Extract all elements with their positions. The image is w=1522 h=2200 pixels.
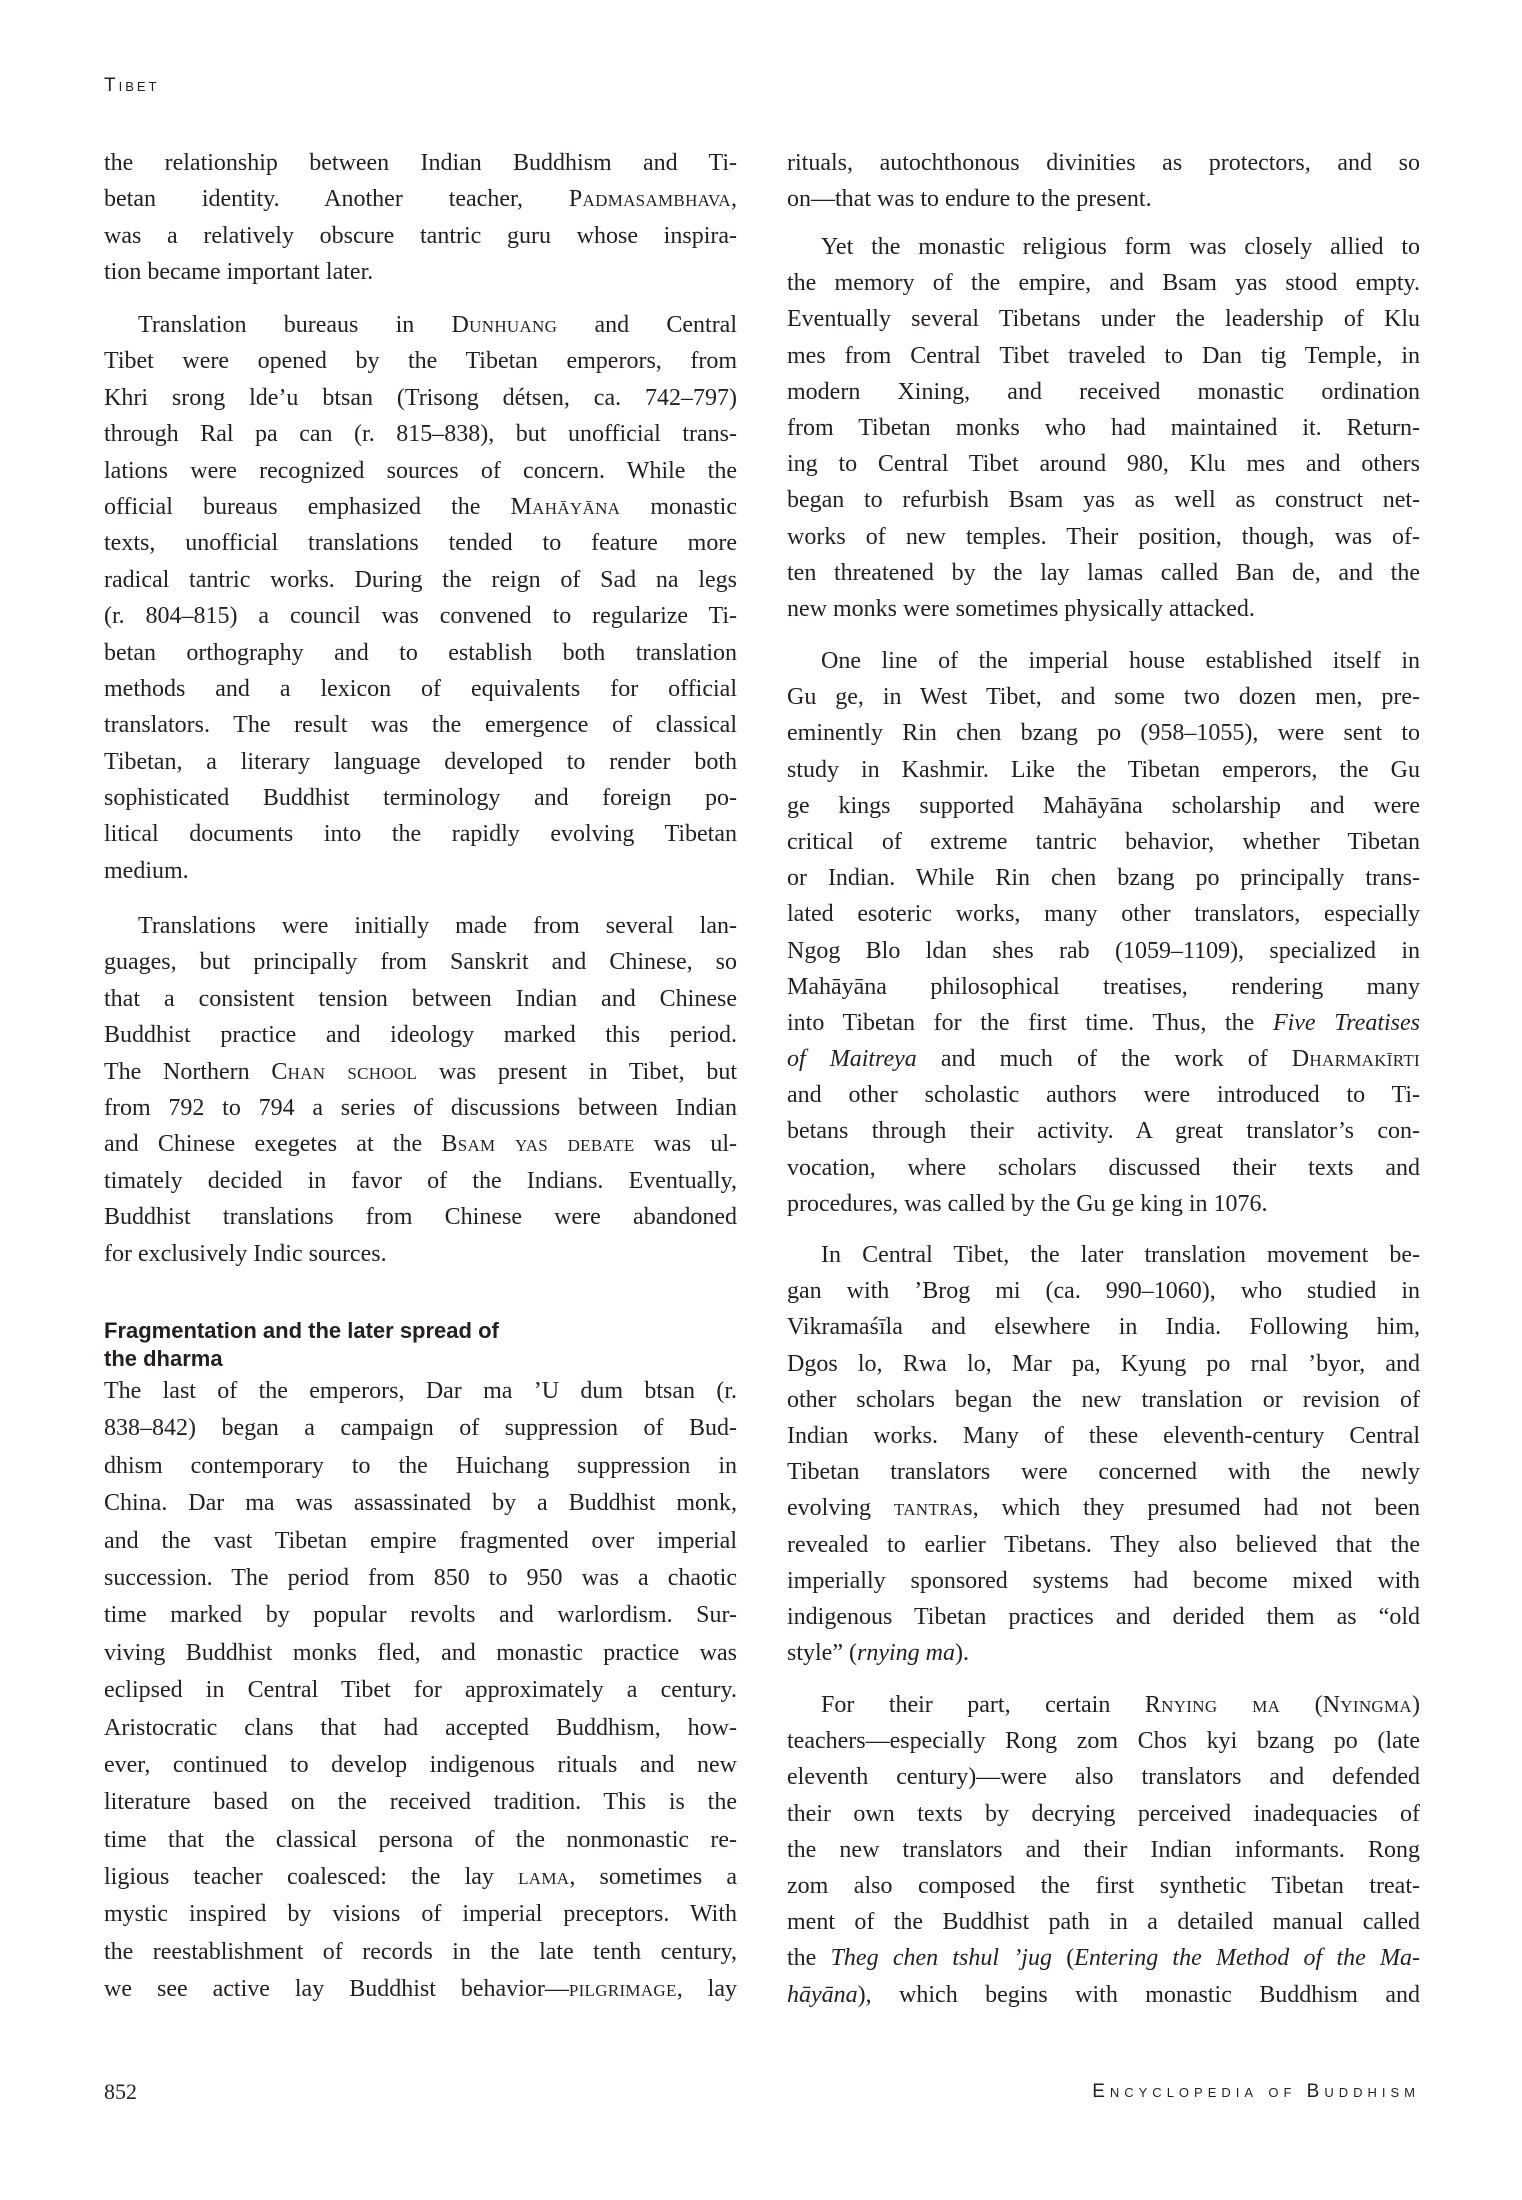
text-line: into Tibetan for the first time. Thus, the Five Treatises — [787, 1009, 1420, 1036]
text-line: Mahāyāna philosophical treatises, rendering many — [787, 973, 1420, 1000]
italic-title: hāyāna — [787, 1981, 858, 2008]
text-line: ing to Central Tibet around 980, Klu mes and others — [787, 451, 1420, 478]
text-line: hāyāna), which begins with monastic Buddhism and — [787, 1981, 1420, 2008]
paragraph — [787, 229, 1420, 627]
paragraph — [787, 1237, 1420, 1671]
text-line: literature based on the received tradition. This is the — [104, 1789, 737, 1816]
text-line: evolving tantras, which they presumed had not been — [787, 1495, 1420, 1522]
text-line: Gu ge, in West Tibet, and some two dozen men, pre- — [787, 684, 1420, 711]
text-line: the memory of the empire, and Bsam yas stood empty. — [787, 270, 1420, 297]
text-line: Tibet were opened by the Tibetan emperors, from — [104, 348, 737, 375]
text-line: began to refurbish Bsam yas as well as construct net- — [787, 487, 1420, 514]
text-line: lations were recognized sources of concern. While the — [104, 457, 737, 484]
text-line: mes from Central Tibet traveled to Dan tig Temple, in — [787, 342, 1420, 369]
text-line: modern Xining, and received monastic ordination — [787, 378, 1420, 405]
paragraph — [787, 643, 1420, 1222]
text-line: other scholars began the new translation or revision of — [787, 1386, 1420, 1413]
small-caps-term: Mahāyāna — [510, 493, 621, 520]
text-line: Tibetan translators were concerned with the newly — [787, 1459, 1420, 1486]
text-line: betan orthography and to establish both translation — [104, 639, 737, 666]
text-line: ligious teacher coalesced: the lay lama, sometimes a — [104, 1864, 737, 1891]
text-line: from 792 to 794 a series of discussions between Indian — [104, 1094, 737, 1121]
text-line: their own texts by decrying perceived inadequacies of — [787, 1800, 1420, 1827]
text-line: ten threatened by the lay lamas called Ban de, and the — [787, 559, 1420, 586]
text-line: revealed to earlier Tibetans. They also believed that the — [787, 1531, 1420, 1558]
text-line: indigenous Tibetan practices and derided them as “old — [787, 1603, 1420, 1630]
section-heading — [104, 1317, 737, 1373]
section-heading-line: Fragmentation and the later spread of — [104, 1318, 499, 1343]
text-line: critical of extreme tantric behavior, whether Tibetan — [787, 828, 1420, 855]
text-line: medium. — [104, 857, 189, 884]
paragraph — [787, 145, 1420, 217]
small-caps-term: pilgrimage — [568, 1976, 677, 2003]
text-line: time marked by popular revolts and warlordism. Sur- — [104, 1602, 737, 1629]
text-line: Eventually several Tibetans under the leadership of Klu — [787, 306, 1420, 333]
italic-title: Five Treatises — [1272, 1009, 1420, 1036]
text-line: Dgos lo, Rwa lo, Mar pa, Kyung po rnal ’byor, and — [787, 1350, 1420, 1377]
paragraph — [104, 908, 737, 1272]
text-line: new monks were sometimes physically attacked. — [787, 595, 1255, 622]
text-line: and other scholastic authors were introduced to Ti- — [787, 1082, 1420, 1109]
text-line: China. Dar ma was assassinated by a Buddhist monk, — [104, 1490, 737, 1517]
text-line: viving Buddhist monks fled, and monastic practice was — [104, 1639, 737, 1666]
text-line: One line of the imperial house established itself in — [821, 648, 1420, 674]
text-line: Vikramaśīla and elsewhere in India. Following him, — [787, 1314, 1420, 1341]
paragraph — [104, 1373, 737, 2009]
text-line: of Maitreya and much of the work of Dharmakīrti — [787, 1046, 1421, 1073]
text-line: Buddhist translations from Chinese were abandoned — [104, 1204, 737, 1231]
text-line: vocation, where scholars discussed their texts and — [787, 1154, 1420, 1181]
italic-title: Entering the Method of the Ma- — [1074, 1945, 1421, 1972]
text-line: litical documents into the rapidly evolving Tibetan — [104, 821, 737, 848]
text-line: Yet the monastic religious form was closely allied to — [821, 234, 1420, 260]
text-line: 838–842) began a campaign of suppression of Bud- — [104, 1415, 737, 1442]
italic-title: of Maitreya — [787, 1046, 917, 1073]
paragraph — [104, 307, 737, 889]
small-caps-term: Chan school — [271, 1058, 418, 1085]
running-head: Tibet — [104, 75, 160, 96]
text-line: tion became important later. — [104, 259, 374, 286]
small-caps-term: lama — [518, 1864, 570, 1891]
text-line: methods and a lexicon of equivalents for official — [104, 675, 737, 702]
text-line: (r. 804–815) a council was convened to regularize Ti- — [104, 603, 737, 630]
text-line: Indian works. Many of these eleventh-century Central — [787, 1422, 1420, 1449]
text-line: texts, unofficial translations tended to feature more — [104, 530, 737, 557]
text-line: the reestablishment of records in the late tenth century, — [104, 1938, 737, 1965]
text-line: translators. The result was the emergence of classical — [104, 712, 737, 739]
text-line: Tibetan, a literary language developed to render both — [104, 748, 737, 775]
text-line: timately decided in favor of the Indians. Eventually, — [104, 1167, 737, 1194]
italic-title: rnying ma — [856, 1640, 955, 1667]
text-line: on—that was to endure to the present. — [787, 186, 1152, 213]
text-line: In Central Tibet, the later translation movement be- — [821, 1242, 1420, 1268]
text-line: gan with ’Brog mi (ca. 990–1060), who studied in — [787, 1278, 1420, 1305]
text-line: guages, but principally from Sanskrit and Chinese, so — [104, 949, 737, 976]
paragraph — [104, 145, 737, 291]
text-line: that a consistent tension between Indian and Chinese — [104, 985, 737, 1012]
text-line: style” (rnying ma). — [787, 1640, 969, 1667]
text-line: ment of the Buddhist path in a detailed manual called — [787, 1909, 1420, 1936]
text-line: Translations were initially made from several lan- — [138, 913, 737, 939]
text-line: time that the classical persona of the nonmonastic re- — [104, 1826, 737, 1853]
text-line: from Tibetan monks who had maintained it. Return- — [787, 414, 1420, 441]
text-line: imperially sponsored systems had become mixed with — [787, 1567, 1420, 1594]
text-line: ever, continued to develop indigenous rituals and new — [104, 1751, 737, 1778]
left-column — [104, 0, 737, 2200]
text-line: for exclusively Indic sources. — [104, 1240, 387, 1267]
text-line: rituals, autochthonous divinities as protectors, and so — [787, 150, 1420, 176]
text-line: succession. The period from 850 to 950 was a chaotic — [104, 1564, 737, 1591]
text-line: Khri srong lde’u btsan (Trisong détsen, ca. 742–797) — [104, 384, 737, 411]
text-line: mystic inspired by visions of imperial preceptors. With — [104, 1901, 737, 1928]
text-line: ge kings supported Mahāyāna scholarship and were — [787, 792, 1420, 819]
text-line: and the vast Tibetan empire fragmented over imperial — [104, 1527, 737, 1554]
text-line: or Indian. While Rin chen bzang po principally trans- — [787, 865, 1420, 892]
small-caps-term: Rnying ma — [1144, 1692, 1281, 1718]
text-line: dhism contemporary to the Huichang suppression in — [104, 1452, 737, 1479]
right-column — [787, 0, 1420, 2200]
small-caps-term: Dharmakīrti — [1291, 1046, 1421, 1073]
text-line: official bureaus emphasized the Mahāyāna monastic — [104, 493, 737, 520]
text-line: Ngog Blo ldan shes rab (1059–1109), specialized in — [787, 937, 1420, 964]
text-line: the relationship between Indian Buddhism and Ti- — [104, 150, 737, 176]
small-caps-term: Dunhuang — [451, 312, 558, 338]
text-line: the new translators and their Indian informants. Rong — [787, 1836, 1420, 1863]
book-title: Encyclopedia of Buddhism — [1092, 2081, 1420, 2102]
small-caps-term: tantra — [893, 1495, 964, 1522]
text-line: The last of the emperors, Dar ma ’U dum btsan (r. — [104, 1378, 737, 1404]
paragraph — [787, 1687, 1420, 2013]
text-line: The Northern Chan school was present in Tibet, but — [104, 1058, 737, 1085]
text-line: Aristocratic clans that had accepted Buddhism, how- — [104, 1714, 737, 1741]
small-caps-term: Padmasambhava — [568, 186, 731, 213]
text-line: teachers—especially Rong zom Chos kyi bzang po (late — [787, 1728, 1420, 1755]
text-line: eleventh century)—were also translators and defended — [787, 1764, 1420, 1791]
text-line: eclipsed in Central Tibet for approximately a century. — [104, 1677, 737, 1704]
small-caps-term: Nyingma — [1322, 1692, 1413, 1718]
text-line: betans through their activity. A great translator’s con- — [787, 1118, 1420, 1145]
text-line: zom also composed the first synthetic Tibetan treat- — [787, 1872, 1420, 1899]
page-number: 852 — [104, 2079, 137, 2104]
text-line: and Chinese exegetes at the Bsam yas debate was ul- — [104, 1131, 738, 1158]
text-line: Buddhist practice and ideology marked this period. — [104, 1022, 737, 1049]
text-line: through Ral pa can (r. 815–838), but unofficial trans- — [104, 421, 737, 448]
text-line: we see active lay Buddhist behavior—pilgrimage, lay — [104, 1976, 737, 2003]
text-line: radical tantric works. During the reign of Sad na legs — [104, 566, 737, 593]
small-caps-term: Bsam yas debate — [441, 1131, 635, 1158]
text-line: betan identity. Another teacher, Padmasambhava, — [104, 186, 737, 213]
section-heading-line: the dharma — [104, 1346, 223, 1371]
text-line: was a relatively obscure tantric guru whose inspira- — [104, 222, 737, 249]
text-line: works of new temples. Their position, though, was of- — [787, 523, 1420, 550]
text-line: procedures, was called by the Gu ge king in 1076. — [787, 1190, 1268, 1217]
text-line: Translation bureaus in Dunhuang and Central — [138, 312, 738, 338]
text-line: sophisticated Buddhist terminology and foreign po- — [104, 785, 737, 812]
text-line: lated esoteric works, many other translators, especially — [787, 901, 1420, 928]
text-line: study in Kashmir. Like the Tibetan emperors, the Gu — [787, 756, 1420, 783]
italic-title: Theg chen tshul ’jug — [830, 1945, 1052, 1972]
text-line: For their part, certain Rnying ma (Nyingma) — [821, 1692, 1421, 1718]
text-line: eminently Rin chen bzang po (958–1055), were sent to — [787, 720, 1420, 747]
text-line: the Theg chen tshul ’jug (Entering the Method of the Ma- — [787, 1945, 1421, 1972]
